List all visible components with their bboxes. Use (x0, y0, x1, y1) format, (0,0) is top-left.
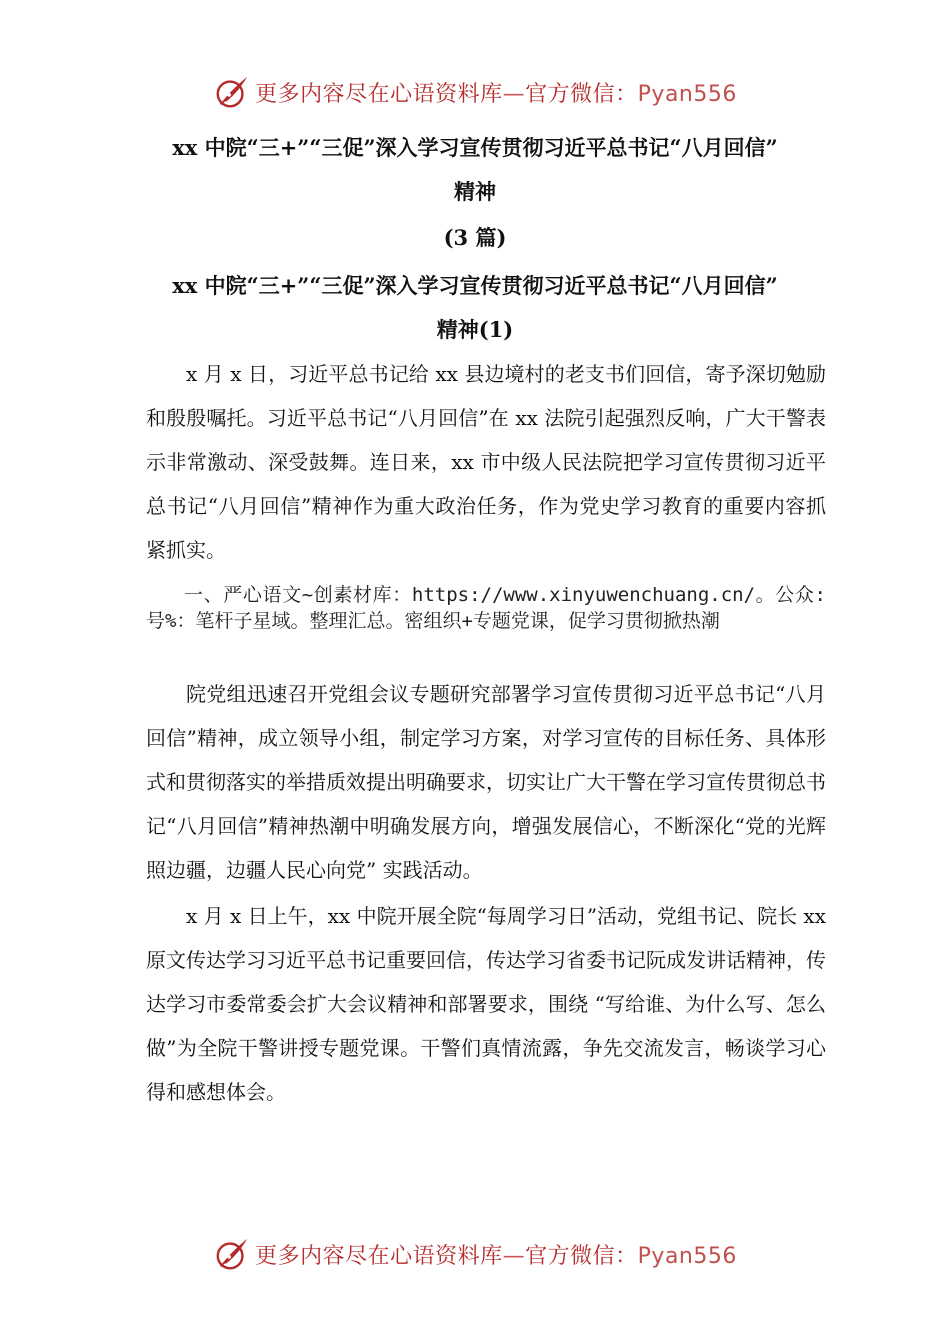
document-subtitle: (3 篇) (443, 225, 507, 250)
header-watermark (0, 70, 950, 114)
watermark-text (255, 77, 737, 108)
writer-quill-logo-icon (213, 1235, 251, 1273)
paragraph-party-group: 院党组迅速召开党组会议专题研究部署学习宣传贯彻习近平总书记“八月回信”精神，成立领导小组，制定学习方案，对学习宣传的目标任务、具体形式和贯彻落实的举措质效提出明确要求，切实让广大干警在学习宣传贯彻总书记“八月回信”精神热潮中明确发展方向，增强发展信心，不断深化“党的光辉照边疆，边疆人民心向党” 实践活动。 (146, 682, 826, 882)
article-title-line-2: 精神(1) (436, 317, 514, 342)
watermark-text (255, 1239, 737, 1270)
watermark-handle: Pyan556 (637, 1243, 737, 1269)
document-title-line-2: 精神 (454, 179, 496, 204)
watermark-separator: — (502, 81, 526, 107)
document-title-line-1: xx 中院“三+”“三促”深入学习宣传贯彻习近平总书记“八月回信” (172, 135, 778, 160)
watermark-site: 更多内容尽在心语资料库 (255, 1243, 503, 1269)
section-heading-1: 一、严心语文~创素材库：https://www.xinyuwenchuang.cn/。公众:号%：笔杆子星域。整理汇总。密组织+专题党课，促学习贯彻掀热潮 (146, 584, 826, 632)
article-title-line-1: xx 中院“三+”“三促”深入学习宣传贯彻习近平总书记“八月回信” (172, 273, 778, 298)
watermark-handle: Pyan556 (637, 81, 737, 107)
watermark-separator: — (502, 1243, 526, 1269)
footer-watermark (0, 1232, 950, 1276)
watermark-label: 官方微信： (525, 81, 638, 107)
watermark-site: 更多内容尽在心语资料库 (255, 81, 503, 107)
paragraph-intro: x 月 x 日，习近平总书记给 xx 县边境村的老支书们回信，寄予深切勉励和殷殷嘱托。习近平总书记“八月回信”在 xx 法院引起强烈反响，广大干警表示非常激动、深受鼓舞。连日来，xx 市中级人民法院把学习宣传贯彻习近平总书记“八月回信”精神作为重大政治任务，作为党史学习教育的重要内容抓紧抓实。 (146, 362, 826, 562)
watermark-label: 官方微信： (525, 1243, 638, 1269)
writer-quill-logo-icon (213, 73, 251, 111)
paragraph-study-day: x 月 x 日上午，xx 中院开展全院“每周学习日”活动，党组书记、院长 xx 原文传达学习习近平总书记重要回信，传达学习省委书记阮成发讲话精神，传达学习市委常委会扩大会议精神和部署要求，围绕 “写给谁、为什么写、怎么做”为全院干警讲授专题党课。干警们真情流露，争先交流发言，畅谈学习心得和感想体会。 (146, 904, 826, 1104)
